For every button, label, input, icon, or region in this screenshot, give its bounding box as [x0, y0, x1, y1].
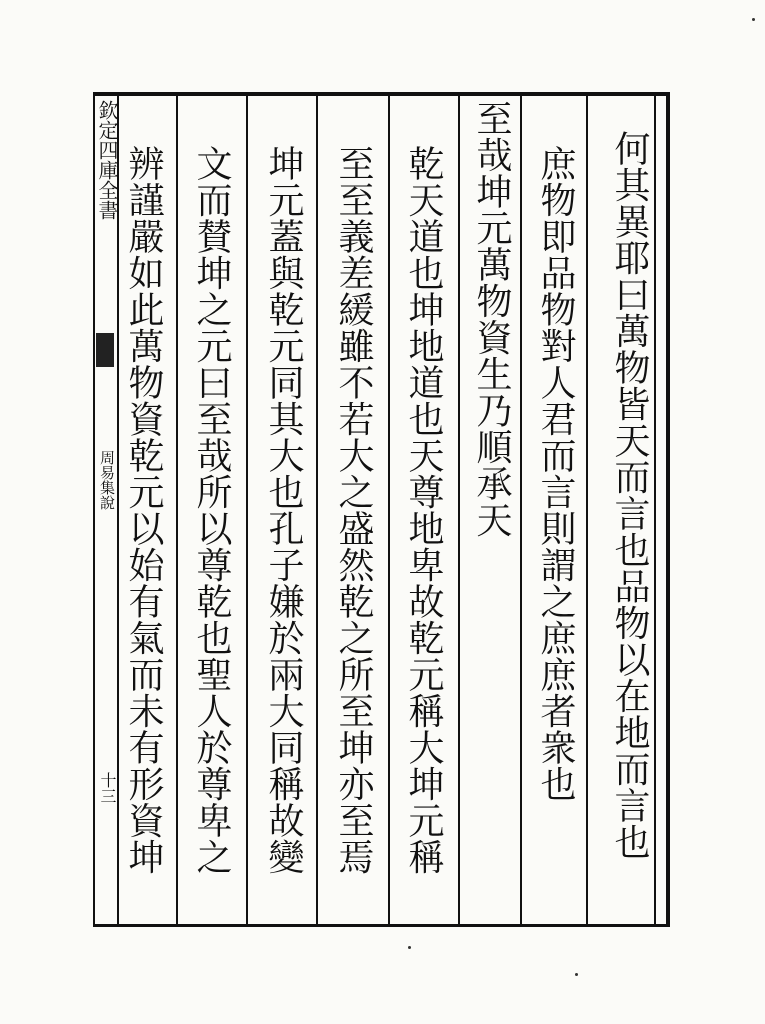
frame-inner-rule [654, 96, 656, 924]
column-rule [316, 96, 318, 924]
column-text: 辨謹嚴如此萬物資乾元以始有氣而未有形資坤 [123, 145, 164, 875]
column-rule [520, 96, 522, 924]
column-rule [388, 96, 390, 924]
text-column-4 [400, 145, 446, 875]
text-column-1 [606, 130, 652, 860]
column-text: 坤元蓋與乾元同其大也孔子嫌於兩大同稱故變 [263, 145, 304, 875]
ink-speck [752, 18, 755, 21]
column-text: 乾天道也坤地道也天尊地卑故乾元稱大坤元稱 [403, 145, 444, 875]
column-text: 何其異耶曰萬物皆天而言也品物以在地而言也 [609, 130, 650, 860]
column-rule [458, 96, 460, 924]
column-rule [176, 96, 178, 924]
column-rule [586, 96, 588, 924]
spine-title-text: 周易集說 [98, 450, 116, 510]
ink-speck [575, 973, 578, 976]
text-column-6 [260, 145, 306, 875]
text-column-8 [120, 145, 166, 875]
text-column-3 [468, 100, 514, 538]
text-column-5 [330, 145, 376, 875]
column-text: 至至義差緩雖不若大之盛然乾之所至坤亦至焉 [333, 145, 374, 875]
text-column-7 [188, 145, 234, 875]
text-column-2 [532, 145, 578, 802]
page-frame [93, 92, 670, 927]
column-rule [246, 96, 248, 924]
column-text: 庶物即品物對人君而言則謂之庶庶者衆也 [535, 145, 576, 802]
spine-title [96, 450, 118, 510]
column-text: 至哉坤元萬物資生乃順承天 [471, 100, 512, 538]
spine-head-text: 欽定四庫全書 [95, 100, 119, 220]
page-number: 十三 [98, 772, 117, 804]
ink-speck [408, 946, 411, 949]
spine-block-mark [96, 333, 114, 367]
spine-head [96, 100, 118, 220]
column-text: 文而賛坤之元曰至哉所以尊乾也聖人於尊卑之 [191, 145, 232, 875]
